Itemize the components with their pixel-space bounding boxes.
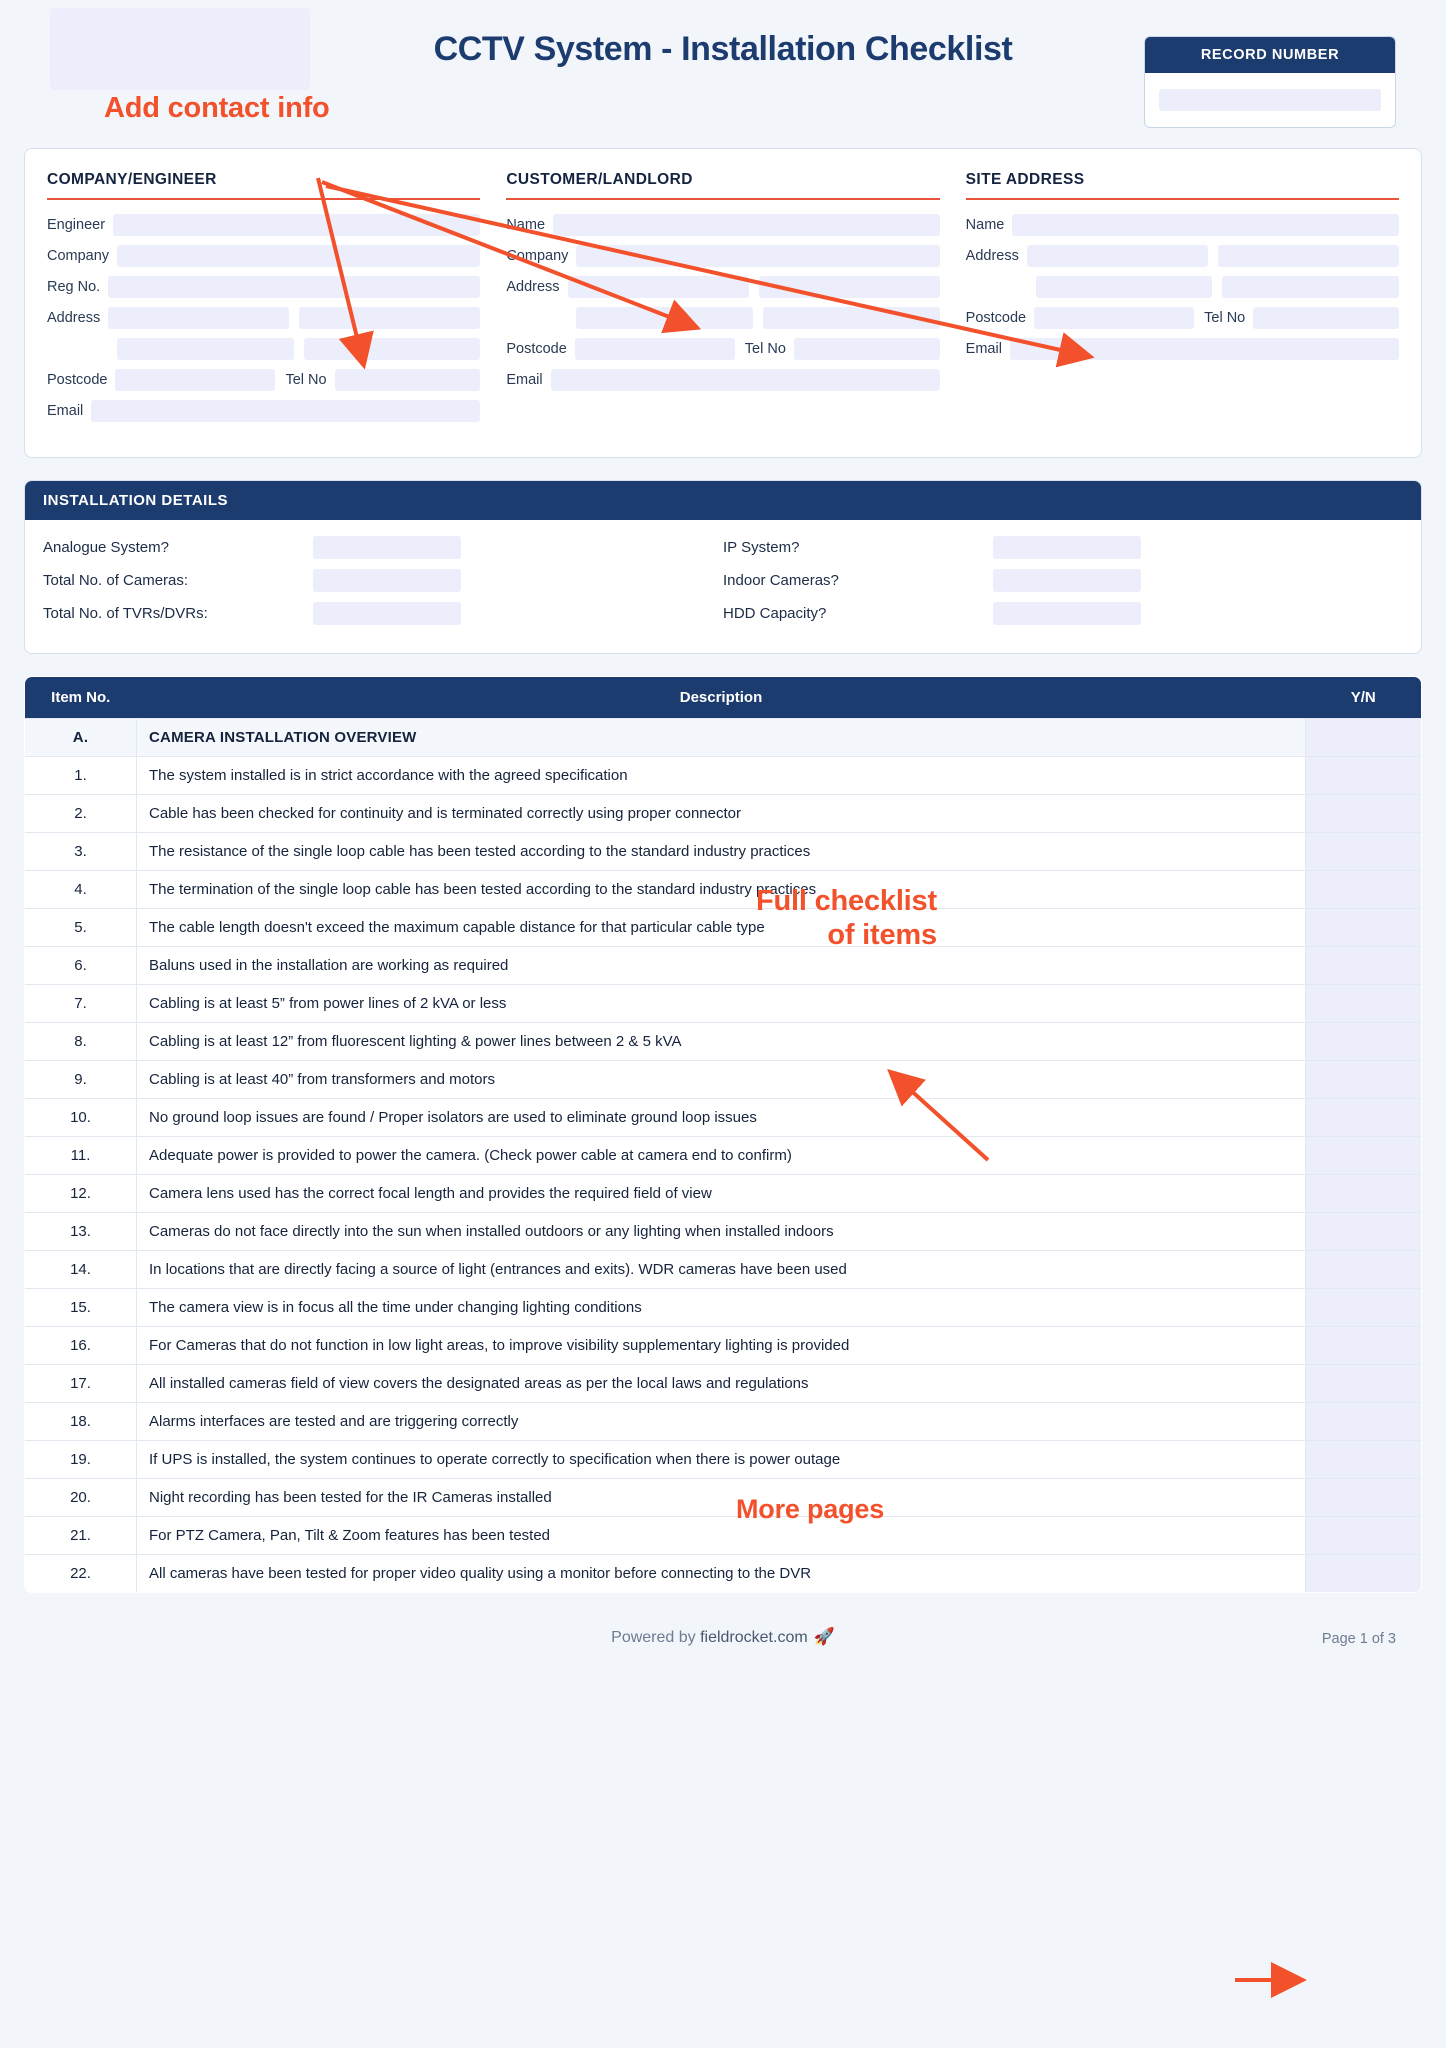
checklist-item-description: In locations that are directly facing a source of light (entrances and exits). WDR cameras have been used xyxy=(137,1251,1306,1289)
hdd-capacity-label: HDD Capacity? xyxy=(723,605,827,622)
checklist-item-number: 21. xyxy=(25,1517,137,1555)
checklist-row xyxy=(25,1175,1422,1213)
installation-row-ip-system xyxy=(723,536,1403,559)
cust-company-label: Company xyxy=(506,248,569,264)
checklist-item-description: Alarms interfaces are tested and are triggering correctly xyxy=(137,1403,1306,1441)
checklist-item-yn-input[interactable] xyxy=(1306,833,1422,871)
checklist-item-yn-input[interactable] xyxy=(1306,1137,1422,1175)
checklist-item-description: Night recording has been tested for the IR Cameras installed xyxy=(137,1479,1306,1517)
record-number-input[interactable] xyxy=(1159,89,1381,111)
checklist-item-description: Cameras do not face directly into the sun when installed outdoors or any lighting when installed indoors xyxy=(137,1213,1306,1251)
checklist-item-number: 1. xyxy=(25,757,137,795)
field-engineer xyxy=(47,214,480,236)
checklist-table xyxy=(24,676,1422,1593)
annotation-full-checklist-line1: Full checklist xyxy=(756,885,937,917)
installation-row-analogue xyxy=(43,536,723,559)
page-indicator: Page 1 of 3 xyxy=(1321,1631,1396,1647)
checklist-item-number: 5. xyxy=(25,909,137,947)
site-address-input-line1a[interactable] xyxy=(1027,245,1208,267)
checklist-item-description: Cabling is at least 12” from fluorescent lighting & power lines between 2 & 5 kVA xyxy=(137,1023,1306,1061)
brand-name[interactable]: fieldrocket.com xyxy=(700,1629,808,1646)
address-label: Address xyxy=(47,310,101,326)
checklist-item-number: 19. xyxy=(25,1441,137,1479)
cust-address-input-line2b[interactable] xyxy=(763,307,940,329)
checklist-row xyxy=(25,1213,1422,1251)
indoor-cameras-label: Indoor Cameras? xyxy=(723,572,839,589)
checklist-item-yn-input[interactable] xyxy=(1306,1327,1422,1365)
powered-by-prefix: Powered by xyxy=(611,1629,701,1646)
checklist-item-description: Cabling is at least 5” from power lines of 2 kVA or less xyxy=(137,985,1306,1023)
customer-landlord-title: CUSTOMER/LANDLORD xyxy=(506,171,939,200)
checklist-item-number: 9. xyxy=(25,1061,137,1099)
checklist-item-number: 15. xyxy=(25,1289,137,1327)
site-field-email xyxy=(966,338,1399,360)
site-tel-no-label: Tel No xyxy=(1204,310,1246,326)
checklist-row xyxy=(25,795,1422,833)
site-email-label: Email xyxy=(965,341,1002,357)
installation-details-title: INSTALLATION DETAILS xyxy=(25,481,1421,520)
reg-no-label: Reg No. xyxy=(47,279,101,295)
document-footer xyxy=(24,1593,1422,1689)
annotation-full-checklist-line2: of items xyxy=(827,919,937,952)
checklist-row xyxy=(25,1061,1422,1099)
checklist-row xyxy=(25,1517,1422,1555)
checklist-item-description: If UPS is installed, the system continues to operate correctly to specification when there is power outage xyxy=(137,1441,1306,1479)
company-engineer-column xyxy=(47,171,506,431)
checklist-item-number: 3. xyxy=(25,833,137,871)
checklist-item-description: Camera lens used has the correct focal length and provides the required field of view xyxy=(137,1175,1306,1213)
checklist-item-description: The termination of the single loop cable has been tested according to the standard industry practices xyxy=(137,871,1306,909)
checklist-item-number: 14. xyxy=(25,1251,137,1289)
company-input[interactable] xyxy=(117,245,480,267)
total-dvrs-label: Total No. of TVRs/DVRs: xyxy=(43,605,208,622)
cust-address-input-line2a[interactable] xyxy=(576,307,753,329)
checklist-item-yn-input[interactable] xyxy=(1306,1251,1422,1289)
checklist-item-description: All cameras have been tested for proper video quality using a monitor before connecting to the DVR xyxy=(137,1555,1306,1593)
field-reg-no xyxy=(47,276,480,298)
address-input-line2b[interactable] xyxy=(304,338,481,360)
checklist-row xyxy=(25,947,1422,985)
site-postcode-input[interactable] xyxy=(1034,307,1194,329)
field-address-line2 xyxy=(47,338,480,360)
site-field-address-line2 xyxy=(966,276,1399,298)
checklist-row xyxy=(25,1555,1422,1593)
cust-company-input[interactable] xyxy=(576,245,939,267)
postcode-label: Postcode xyxy=(47,372,108,388)
checklist-item-yn-input[interactable] xyxy=(1306,985,1422,1023)
checklist-item-yn-input[interactable] xyxy=(1306,1175,1422,1213)
checklist-item-yn-input[interactable] xyxy=(1306,1061,1422,1099)
checklist-item-number: 4. xyxy=(25,871,137,909)
site-address-input-line2a[interactable] xyxy=(1036,276,1213,298)
cust-postcode-label: Postcode xyxy=(506,341,567,357)
site-postcode-label: Postcode xyxy=(965,310,1027,326)
checklist-item-number: 12. xyxy=(25,1175,137,1213)
address-input-line2a[interactable] xyxy=(117,338,294,360)
rocket-icon: 🚀 xyxy=(813,1627,835,1646)
checklist-item-yn-input[interactable] xyxy=(1306,1099,1422,1137)
column-header-description: Description xyxy=(137,677,1306,719)
reg-no-input[interactable] xyxy=(108,276,480,298)
powered-by xyxy=(24,1627,1422,1647)
field-email xyxy=(47,400,480,422)
checklist-row xyxy=(25,1403,1422,1441)
tel-no-input[interactable] xyxy=(335,369,481,391)
checklist-item-yn-input[interactable] xyxy=(1306,1365,1422,1403)
engineer-input[interactable] xyxy=(113,214,480,236)
checklist-item-number: 10. xyxy=(25,1099,137,1137)
checklist-item-description: Adequate power is provided to power the camera. (Check power cable at camera end to confirm) xyxy=(137,1137,1306,1175)
installation-row-indoor-cameras xyxy=(723,569,1403,592)
checklist-item-number: 13. xyxy=(25,1213,137,1251)
installation-row-total-dvrs xyxy=(43,602,723,625)
checklist-item-yn-input[interactable] xyxy=(1306,1023,1422,1061)
field-address xyxy=(47,307,480,329)
checklist-item-description: The system installed is in strict accordance with the agreed specification xyxy=(137,757,1306,795)
site-address-input-line2b[interactable] xyxy=(1222,276,1399,298)
cust-postcode-input[interactable] xyxy=(575,338,735,360)
tel-no-label: Tel No xyxy=(285,372,327,388)
total-cameras-input[interactable] xyxy=(313,569,461,592)
site-field-postcode-tel xyxy=(966,307,1399,329)
checklist-item-description: The camera view is in focus all the time under changing lighting conditions xyxy=(137,1289,1306,1327)
site-field-address xyxy=(966,245,1399,267)
checklist-row xyxy=(25,1251,1422,1289)
cust-email-label: Email xyxy=(506,372,543,388)
checklist-row xyxy=(25,1441,1422,1479)
checklist-item-description: No ground loop issues are found / Proper isolators are used to eliminate ground loop issues xyxy=(137,1099,1306,1137)
checklist-item-description: Cabling is at least 40” from transformers and motors xyxy=(137,1061,1306,1099)
installation-details-card xyxy=(24,480,1422,654)
site-field-name xyxy=(966,214,1399,236)
checklist-item-yn-input[interactable] xyxy=(1306,1289,1422,1327)
checklist-item-yn-input[interactable] xyxy=(1306,719,1422,757)
checklist-item-number: 18. xyxy=(25,1403,137,1441)
site-email-input[interactable] xyxy=(1010,338,1399,360)
checklist-item-number: 8. xyxy=(25,1023,137,1061)
checklist-item-description: For PTZ Camera, Pan, Tilt & Zoom features has been tested xyxy=(137,1517,1306,1555)
email-input[interactable] xyxy=(91,400,480,422)
analogue-system-input[interactable] xyxy=(313,536,461,559)
checklist-item-number: 22. xyxy=(25,1555,137,1593)
site-address-column xyxy=(966,171,1399,431)
ip-system-label: IP System? xyxy=(723,539,800,556)
address-input-line1a[interactable] xyxy=(108,307,289,329)
ip-system-input[interactable] xyxy=(993,536,1141,559)
checklist-row xyxy=(25,757,1422,795)
column-header-yn: Y/N xyxy=(1306,677,1422,719)
checklist-row xyxy=(25,1365,1422,1403)
site-address-title: SITE ADDRESS xyxy=(966,171,1399,200)
postcode-input[interactable] xyxy=(115,369,275,391)
checklist-item-description: All installed cameras field of view covers the designated areas as per the local laws and regulations xyxy=(137,1365,1306,1403)
checklist-item-number: 6. xyxy=(25,947,137,985)
engineer-label: Engineer xyxy=(47,217,106,233)
annotation-more-pages: More pages xyxy=(736,1494,885,1524)
checklist-item-number: 2. xyxy=(25,795,137,833)
hdd-capacity-input[interactable] xyxy=(993,602,1141,625)
checklist-item-yn-input[interactable] xyxy=(1306,1479,1422,1517)
checklist-body xyxy=(25,719,1422,1593)
installation-left-column xyxy=(43,536,723,635)
cust-field-email xyxy=(506,369,939,391)
checklist-row xyxy=(25,1479,1422,1517)
site-name-label: Name xyxy=(965,217,1005,233)
page-title: CCTV System - Installation Checklist xyxy=(433,30,1013,68)
cust-field-postcode-tel xyxy=(506,338,939,360)
cust-address-input-line1a[interactable] xyxy=(568,276,749,298)
site-address-input-line1b[interactable] xyxy=(1218,245,1399,267)
checklist-item-yn-input[interactable] xyxy=(1306,1403,1422,1441)
checklist-row xyxy=(25,1023,1422,1061)
address-input-line1b[interactable] xyxy=(299,307,480,329)
checklist-row xyxy=(25,833,1422,871)
site-tel-no-input[interactable] xyxy=(1253,307,1399,329)
checklist-item-yn-input[interactable] xyxy=(1306,1555,1422,1593)
installation-right-column xyxy=(723,536,1403,635)
checklist-row xyxy=(25,1289,1422,1327)
installation-row-hdd-capacity xyxy=(723,602,1403,625)
checklist-item-yn-input[interactable] xyxy=(1306,795,1422,833)
annotation-add-contact-info: Add contact info xyxy=(104,92,330,124)
field-postcode-tel xyxy=(47,369,480,391)
record-number-label: RECORD NUMBER xyxy=(1145,37,1395,73)
company-label: Company xyxy=(47,248,110,264)
cust-name-input[interactable] xyxy=(553,214,940,236)
checklist-item-description: For Cameras that do not function in low light areas, to improve visibility supplementary lighting is provided xyxy=(137,1327,1306,1365)
checklist-item-description: Cable has been checked for continuity and is terminated correctly using proper connector xyxy=(137,795,1306,833)
cust-email-input[interactable] xyxy=(551,369,940,391)
checklist-item-number: 17. xyxy=(25,1365,137,1403)
cust-field-name xyxy=(506,214,939,236)
checklist-group-row xyxy=(25,719,1422,757)
cust-tel-no-label: Tel No xyxy=(744,341,786,357)
cust-address-input-line1b[interactable] xyxy=(759,276,940,298)
checklist-row xyxy=(25,1099,1422,1137)
checklist-item-number: A. xyxy=(25,719,137,757)
cust-field-address-line2 xyxy=(506,307,939,329)
checklist-item-number: 20. xyxy=(25,1479,137,1517)
cust-address-label: Address xyxy=(506,279,560,295)
checklist-item-number: 16. xyxy=(25,1327,137,1365)
checklist-item-description: The resistance of the single loop cable has been tested according to the standard industry practices xyxy=(137,833,1306,871)
cust-name-label: Name xyxy=(506,217,546,233)
checklist-row xyxy=(25,1327,1422,1365)
checklist-item-yn-input[interactable] xyxy=(1306,1441,1422,1479)
analogue-system-label: Analogue System? xyxy=(43,539,169,556)
contacts-card xyxy=(24,148,1422,458)
checklist-item-description: The cable length doesn't exceed the maximum capable distance for that particular cable type xyxy=(137,909,1306,947)
checklist-row xyxy=(25,985,1422,1023)
document-header xyxy=(24,0,1422,148)
email-label: Email xyxy=(47,403,84,419)
column-header-item-no: Item No. xyxy=(25,677,137,719)
customer-landlord-column xyxy=(506,171,965,431)
cust-field-company xyxy=(506,245,939,267)
cust-tel-no-input[interactable] xyxy=(794,338,940,360)
checklist-header-row xyxy=(25,677,1422,719)
indoor-cameras-input[interactable] xyxy=(993,569,1141,592)
record-number-box xyxy=(1144,36,1396,128)
checklist-item-yn-input[interactable] xyxy=(1306,1213,1422,1251)
checklist-row xyxy=(25,871,1422,909)
installation-row-total-cameras xyxy=(43,569,723,592)
checklist-item-number: 11. xyxy=(25,1137,137,1175)
total-cameras-label: Total No. of Cameras: xyxy=(43,572,189,589)
site-name-input[interactable] xyxy=(1012,214,1399,236)
checklist-item-yn-input[interactable] xyxy=(1306,757,1422,795)
site-address-label: Address xyxy=(965,248,1019,264)
checklist-item-yn-input[interactable] xyxy=(1306,1517,1422,1555)
company-engineer-title: COMPANY/ENGINEER xyxy=(47,171,480,200)
checklist-item-yn-input[interactable] xyxy=(1306,871,1422,909)
checklist-item-yn-input[interactable] xyxy=(1306,947,1422,985)
checklist-row xyxy=(25,1137,1422,1175)
checklist-row xyxy=(25,909,1422,947)
checklist-item-number: 7. xyxy=(25,985,137,1023)
checklist-item-description: Baluns used in the installation are working as required xyxy=(137,947,1306,985)
checklist-item-yn-input[interactable] xyxy=(1306,909,1422,947)
cust-field-address xyxy=(506,276,939,298)
field-company xyxy=(47,245,480,267)
total-dvrs-input[interactable] xyxy=(313,602,461,625)
checklist-item-description: CAMERA INSTALLATION OVERVIEW xyxy=(137,719,1306,757)
